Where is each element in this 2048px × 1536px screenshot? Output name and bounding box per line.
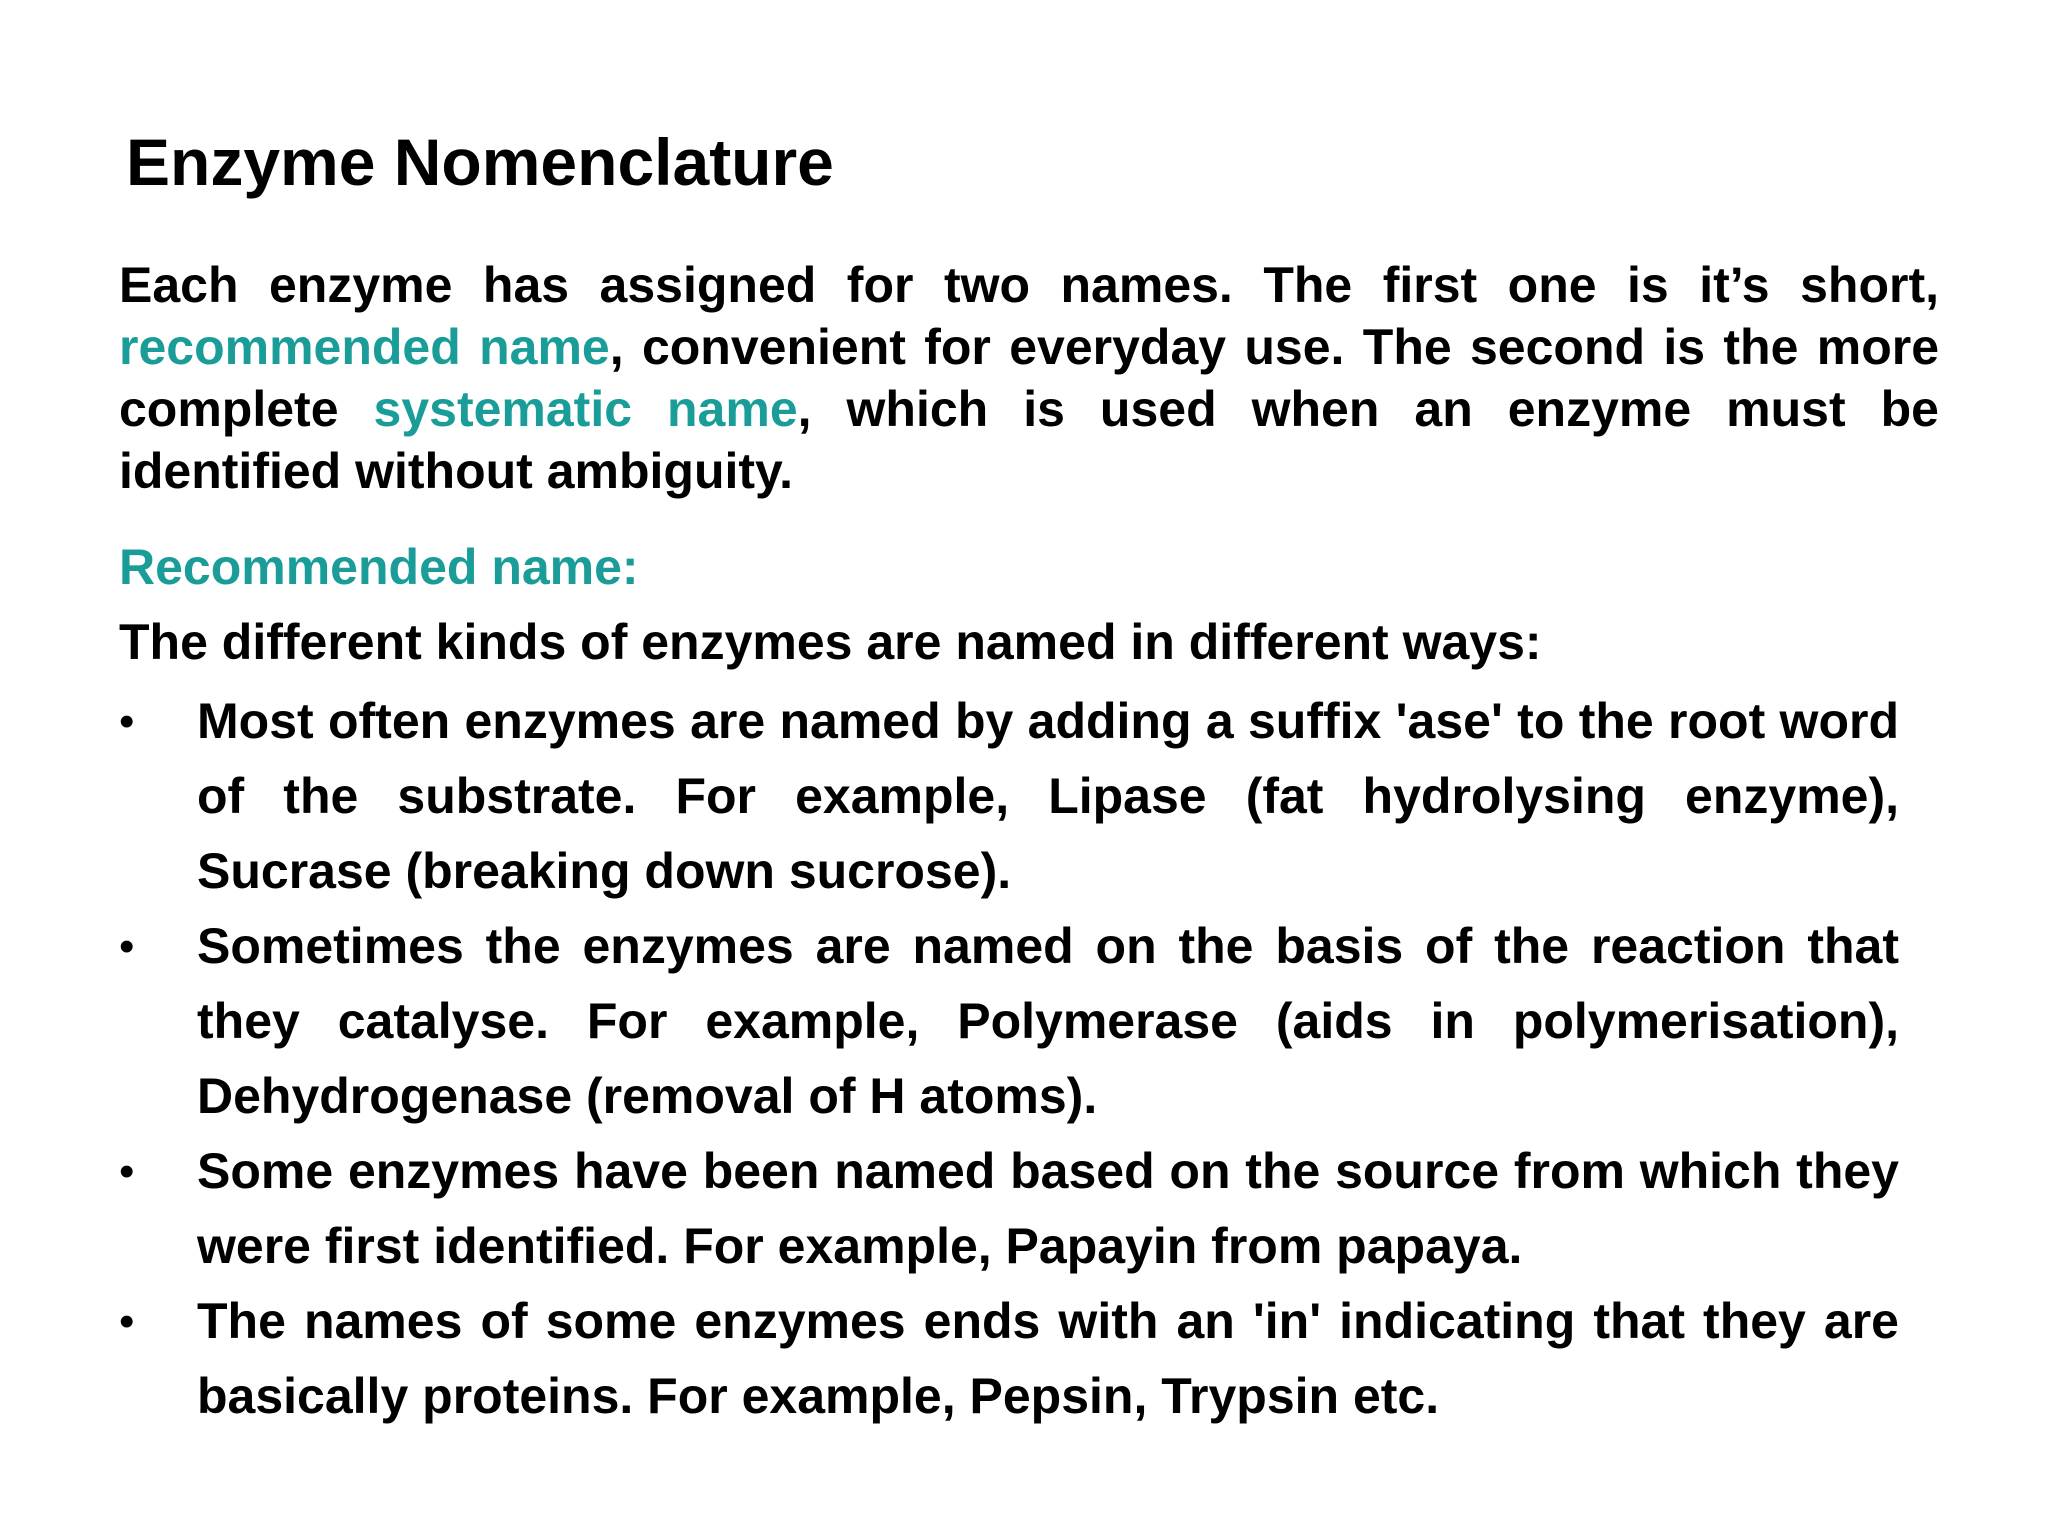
bullet-icon: • [119,1147,135,1196]
naming-rules-list [119,684,1899,1434]
list-item [119,909,1899,1134]
intro-paragraph [119,254,1939,502]
list-item-text: Most often enzymes are named by adding a suffix 'ase' to the root word of the substrate. For example, Lipase (fat hydrolysing enzyme), Sucrase (breaking down sucrose). [197,693,1899,899]
bullet-icon: • [119,697,135,746]
list-item [119,684,1899,909]
intro-text-2: , convenient for everyday use. The second is the more complete [119,319,1940,437]
lead-sentence: The different kinds of enzymes are named in different ways: [119,614,1542,670]
recommended-name-heading: Recommended name: [119,539,639,595]
recommended-name-term: recommended name [119,319,610,375]
bullet-icon: • [119,922,135,971]
list-item-text: Sometimes the enzymes are named on the basis of the reaction that they catalyse. For example, Polymerase (aids in polymerisation), Dehydrogenase (removal of H atoms). [197,918,1899,1124]
bullet-icon: • [119,1297,135,1346]
list-item [119,1134,1899,1284]
intro-text-3: , which is used when an enzyme must be identified without ambiguity. [119,381,1939,499]
systematic-name-term: systematic name [373,381,798,437]
list-item [119,1284,1899,1434]
list-item-text: Some enzymes have been named based on the source from which they were first identified. For example, Papayin from papaya. [197,1143,1899,1274]
intro-text-1: Each enzyme has assigned for two names. The first one is it’s short, [119,257,1939,313]
list-item-text: The names of some enzymes ends with an 'in' indicating that they are basically proteins. For example, Pepsin, Trypsin etc. [197,1293,1899,1424]
slide-title: Enzyme Nomenclature [126,125,834,199]
